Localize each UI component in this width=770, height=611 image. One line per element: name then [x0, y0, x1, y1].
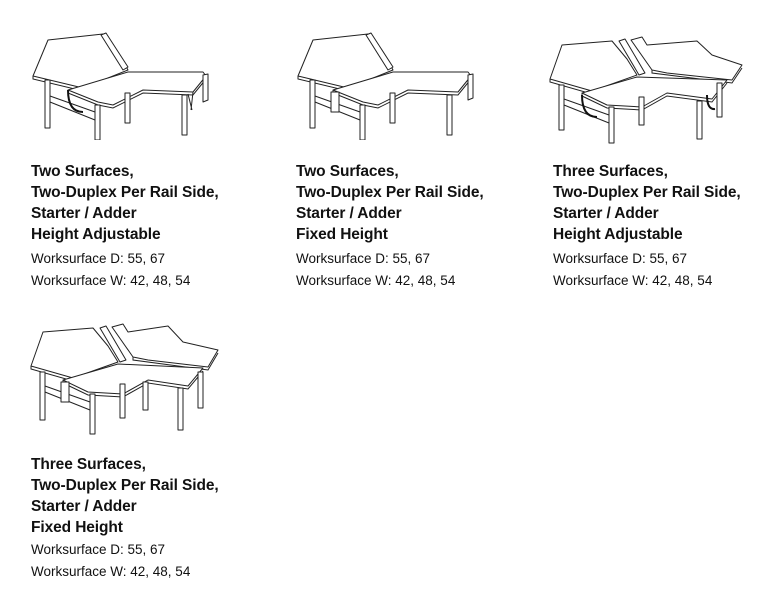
spec-width: Worksurface W: 42, 48, 54: [296, 273, 456, 288]
title-line: Two Surfaces,: [31, 163, 134, 180]
product-specs: [553, 248, 712, 292]
spec-depth: Worksurface D: 55, 67: [553, 251, 688, 266]
spec-width: Worksurface W: 42, 48, 54: [31, 273, 191, 288]
spec-depth: Worksurface D: 55, 67: [31, 542, 166, 557]
spec-width: Worksurface W: 42, 48, 54: [31, 564, 191, 579]
desk-illustration-three-surface-height-adjustable: [547, 35, 757, 145]
title-line: Fixed Height: [296, 226, 388, 243]
desk-illustration-two-surface-fixed-height: [293, 30, 483, 140]
title-line: Height Adjustable: [31, 226, 161, 243]
spec-depth: Worksurface D: 55, 67: [296, 251, 431, 266]
title-line: Starter / Adder: [553, 205, 659, 222]
title-line: Starter / Adder: [296, 205, 402, 222]
desk-illustration-three-surface-fixed-height: [28, 322, 228, 437]
title-line: Height Adjustable: [553, 226, 683, 243]
title-line: Three Surfaces,: [31, 456, 146, 473]
title-line: Two-Duplex Per Rail Side,: [31, 477, 219, 494]
title-line: Two-Duplex Per Rail Side,: [553, 184, 741, 201]
title-line: Two-Duplex Per Rail Side,: [31, 184, 219, 201]
title-line: Fixed Height: [31, 519, 123, 536]
product-title: [31, 454, 219, 538]
title-line: Three Surfaces,: [553, 163, 668, 180]
spec-width: Worksurface W: 42, 48, 54: [553, 273, 713, 288]
product-specs: [31, 539, 190, 583]
product-specs: [296, 248, 455, 292]
product-title: [31, 161, 219, 245]
spec-depth: Worksurface D: 55, 67: [31, 251, 166, 266]
product-specs: [31, 248, 190, 292]
title-line: Two-Duplex Per Rail Side,: [296, 184, 484, 201]
title-line: Two Surfaces,: [296, 163, 399, 180]
title-line: Starter / Adder: [31, 498, 137, 515]
title-line: Starter / Adder: [31, 205, 137, 222]
desk-illustration-two-surface-height-adjustable: [28, 30, 218, 140]
product-title: [553, 161, 741, 245]
product-title: [296, 161, 484, 245]
